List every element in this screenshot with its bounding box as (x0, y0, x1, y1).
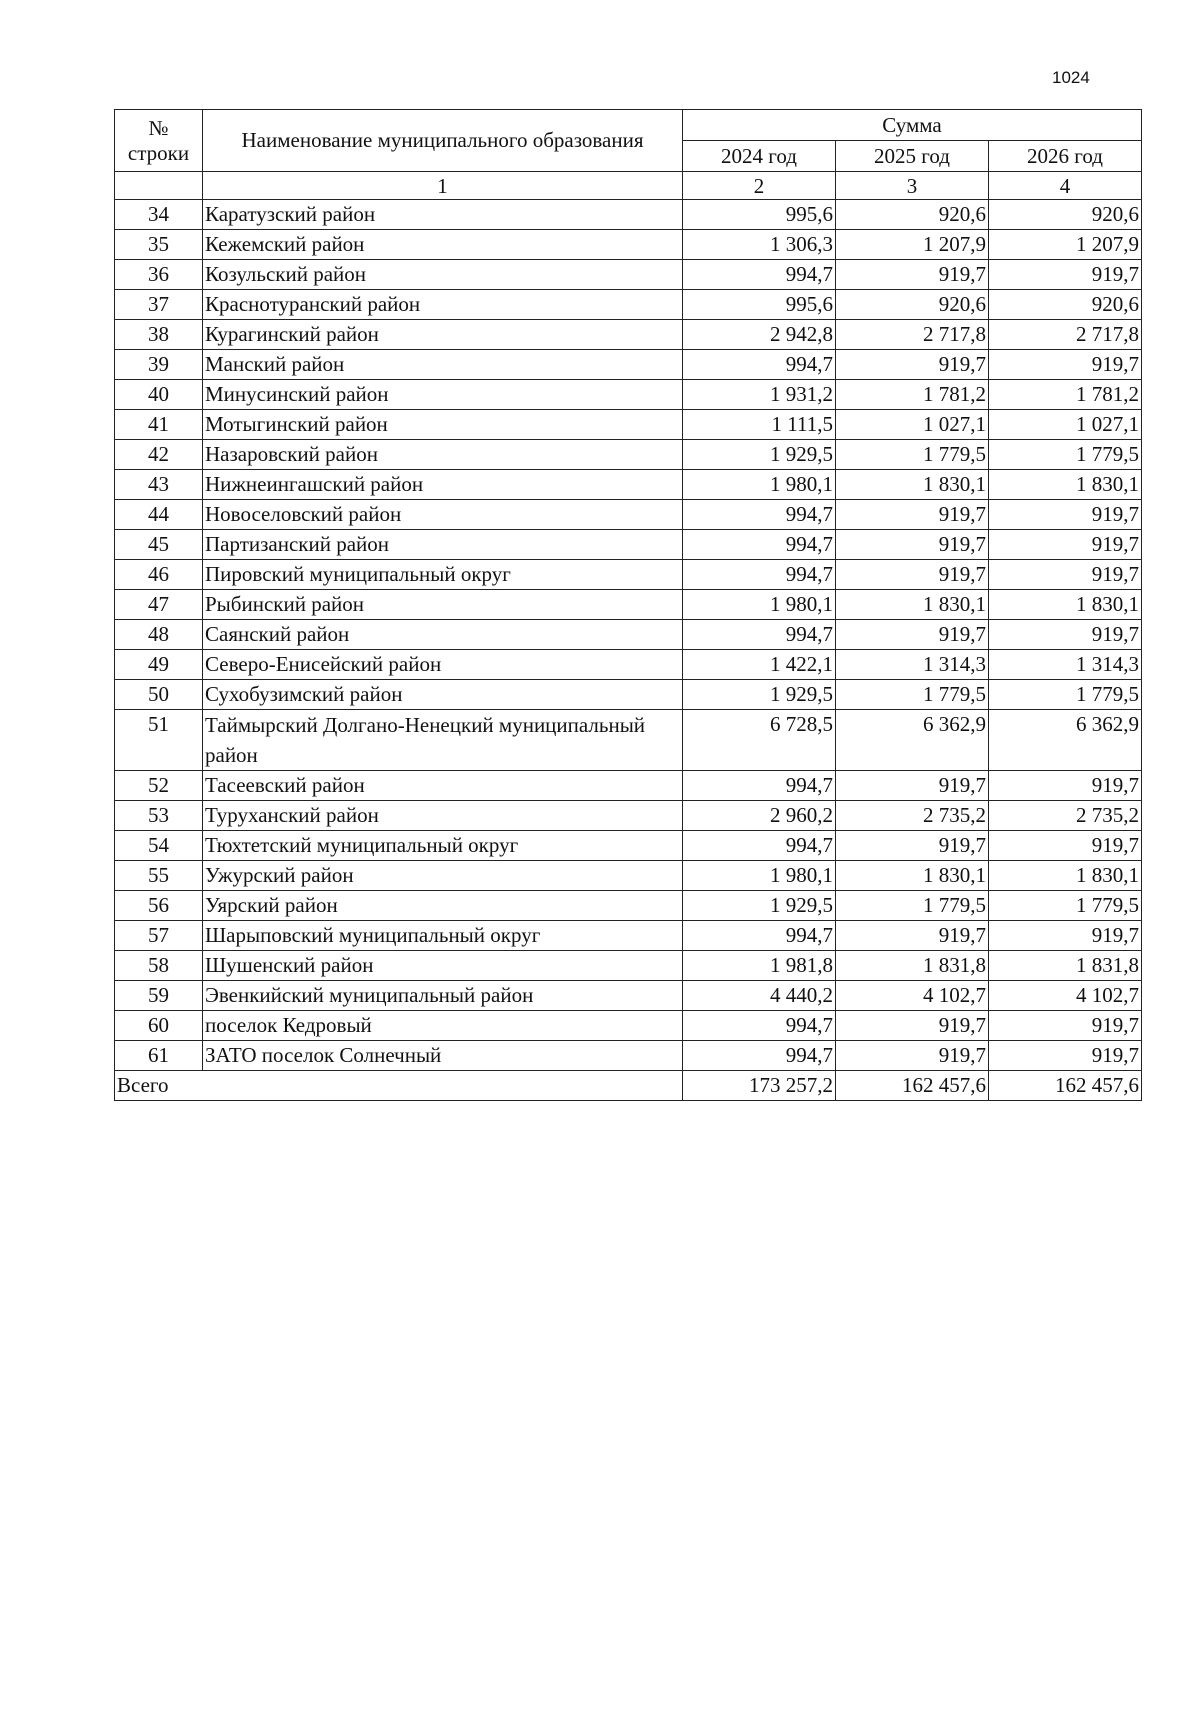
amount-2026: 4 102,7 (989, 981, 1142, 1011)
table-row (115, 230, 1142, 260)
amount-2024: 1 980,1 (683, 470, 836, 500)
row-number: 56 (115, 891, 203, 921)
row-number: 57 (115, 921, 203, 951)
municipality-name: Ужурский район (203, 861, 683, 891)
row-number: 38 (115, 320, 203, 350)
municipality-name: Козульский район (203, 260, 683, 290)
amount-2024: 995,6 (683, 200, 836, 230)
table-row (115, 1011, 1142, 1041)
row-number-header-line2: строки (127, 140, 190, 165)
amount-2026: 919,7 (989, 771, 1142, 801)
sum-header: Сумма (683, 110, 1142, 141)
municipality-name: Уярский район (203, 891, 683, 921)
amount-2026: 919,7 (989, 831, 1142, 861)
amount-2026: 919,7 (989, 500, 1142, 530)
municipality-name: Таймырский Долгано-Ненецкий муниципальный район (203, 710, 683, 771)
row-number: 41 (115, 410, 203, 440)
municipality-name: Минусинский район (203, 380, 683, 410)
header-row-1 (115, 110, 1142, 141)
row-number: 35 (115, 230, 203, 260)
amount-2026: 1 831,8 (989, 951, 1142, 981)
municipality-name: ЗАТО поселок Солнечный (203, 1041, 683, 1071)
municipality-name-header: Наименование муниципального образования (203, 110, 683, 172)
row-number: 49 (115, 650, 203, 680)
amount-2024: 994,7 (683, 620, 836, 650)
amount-2025: 1 779,5 (836, 680, 989, 710)
amount-2026: 919,7 (989, 921, 1142, 951)
municipality-name: Партизанский район (203, 530, 683, 560)
table-row (115, 771, 1142, 801)
amount-2024: 1 931,2 (683, 380, 836, 410)
amount-2025: 919,7 (836, 500, 989, 530)
year-header-2026: 2026 год (989, 141, 1142, 172)
table-row (115, 951, 1142, 981)
amount-2026: 1 779,5 (989, 440, 1142, 470)
amount-2024: 994,7 (683, 530, 836, 560)
amount-2024: 2 942,8 (683, 320, 836, 350)
amount-2026: 1 207,9 (989, 230, 1142, 260)
amount-2026: 919,7 (989, 1041, 1142, 1071)
amount-2026: 919,7 (989, 530, 1142, 560)
municipality-name: Кежемский район (203, 230, 683, 260)
column-number-blank (115, 172, 203, 200)
amount-2026: 1 779,5 (989, 891, 1142, 921)
amount-2024: 994,7 (683, 260, 836, 290)
table-row (115, 590, 1142, 620)
amount-2024: 1 422,1 (683, 650, 836, 680)
amount-2025: 1 781,2 (836, 380, 989, 410)
table-row (115, 500, 1142, 530)
amount-2025: 919,7 (836, 771, 989, 801)
amount-2025: 919,7 (836, 560, 989, 590)
amount-2025: 1 207,9 (836, 230, 989, 260)
table-row (115, 1041, 1142, 1071)
total-2026: 162 457,6 (989, 1071, 1142, 1101)
year-header-2025: 2025 год (836, 141, 989, 172)
amount-2025: 1 779,5 (836, 891, 989, 921)
amount-2024: 994,7 (683, 771, 836, 801)
amount-2025: 919,7 (836, 921, 989, 951)
amount-2025: 919,7 (836, 1011, 989, 1041)
row-number: 50 (115, 680, 203, 710)
table-row (115, 260, 1142, 290)
row-number: 61 (115, 1041, 203, 1071)
amount-2024: 2 960,2 (683, 801, 836, 831)
row-number: 40 (115, 380, 203, 410)
table-row (115, 320, 1142, 350)
amount-2026: 1 779,5 (989, 680, 1142, 710)
municipality-name: Шарыповский муниципальный округ (203, 921, 683, 951)
row-number: 34 (115, 200, 203, 230)
municipality-name: Мотыгинский район (203, 410, 683, 440)
amount-2026: 1 781,2 (989, 380, 1142, 410)
amount-2024: 1 981,8 (683, 951, 836, 981)
table-footer (115, 1071, 1142, 1101)
amount-2024: 995,6 (683, 290, 836, 320)
table-row (115, 801, 1142, 831)
table-row (115, 350, 1142, 380)
municipality-name: Курагинский район (203, 320, 683, 350)
amount-2026: 919,7 (989, 350, 1142, 380)
amount-2025: 919,7 (836, 831, 989, 861)
municipality-name: Назаровский район (203, 440, 683, 470)
column-number-row (115, 172, 1142, 200)
table-row (115, 831, 1142, 861)
amount-2025: 919,7 (836, 620, 989, 650)
row-number: 55 (115, 861, 203, 891)
amount-2025: 1 830,1 (836, 861, 989, 891)
row-number: 42 (115, 440, 203, 470)
municipality-name: Манский район (203, 350, 683, 380)
column-number: 1 (203, 172, 683, 200)
budget-table (114, 109, 1142, 1101)
amount-2024: 1 111,5 (683, 410, 836, 440)
amount-2025: 1 779,5 (836, 440, 989, 470)
total-2025: 162 457,6 (836, 1071, 989, 1101)
table-row (115, 560, 1142, 590)
municipality-name: Шушенский район (203, 951, 683, 981)
table-row (115, 891, 1142, 921)
amount-2025: 920,6 (836, 290, 989, 320)
row-number: 52 (115, 771, 203, 801)
municipality-name: Каратузский район (203, 200, 683, 230)
amount-2025: 919,7 (836, 350, 989, 380)
amount-2025: 1 831,8 (836, 951, 989, 981)
row-number: 51 (115, 710, 203, 771)
amount-2026: 1 314,3 (989, 650, 1142, 680)
row-number-header (115, 110, 203, 172)
amount-2025: 2 717,8 (836, 320, 989, 350)
amount-2024: 994,7 (683, 350, 836, 380)
total-label: Всего (115, 1071, 683, 1101)
municipality-name: Эвенкийский муниципальный район (203, 981, 683, 1011)
amount-2026: 919,7 (989, 560, 1142, 590)
municipality-name: Тасеевский район (203, 771, 683, 801)
municipality-name: Новоселовский район (203, 500, 683, 530)
row-number: 47 (115, 590, 203, 620)
amount-2024: 6 728,5 (683, 710, 836, 771)
column-number: 2 (683, 172, 836, 200)
row-number: 36 (115, 260, 203, 290)
table-row (115, 680, 1142, 710)
amount-2025: 4 102,7 (836, 981, 989, 1011)
amount-2026: 6 362,9 (989, 710, 1142, 771)
municipality-name: Северо-Енисейский район (203, 650, 683, 680)
column-number: 4 (989, 172, 1142, 200)
amount-2025: 1 830,1 (836, 470, 989, 500)
row-number: 53 (115, 801, 203, 831)
amount-2024: 1 929,5 (683, 680, 836, 710)
table-row (115, 620, 1142, 650)
row-number: 44 (115, 500, 203, 530)
amount-2025: 919,7 (836, 1041, 989, 1071)
amount-2026: 919,7 (989, 260, 1142, 290)
municipality-name: Нижнеингашский район (203, 470, 683, 500)
amount-2026: 919,7 (989, 620, 1142, 650)
column-number: 3 (836, 172, 989, 200)
amount-2025: 2 735,2 (836, 801, 989, 831)
table-row (115, 380, 1142, 410)
amount-2025: 6 362,9 (836, 710, 989, 771)
row-number: 46 (115, 560, 203, 590)
table-row (115, 200, 1142, 230)
amount-2026: 920,6 (989, 200, 1142, 230)
row-number: 45 (115, 530, 203, 560)
amount-2024: 994,7 (683, 500, 836, 530)
amount-2024: 1 980,1 (683, 590, 836, 620)
amount-2026: 1 830,1 (989, 861, 1142, 891)
table-body (115, 200, 1142, 1071)
page-number: 1024 (1052, 68, 1090, 87)
row-number-header-line1: № (148, 115, 169, 140)
amount-2024: 1 929,5 (683, 891, 836, 921)
amount-2024: 1 929,5 (683, 440, 836, 470)
amount-2026: 1 830,1 (989, 590, 1142, 620)
municipality-name: Тюхтетский муниципальный округ (203, 831, 683, 861)
municipality-name: Туруханский район (203, 801, 683, 831)
row-number: 60 (115, 1011, 203, 1041)
table-header (115, 110, 1142, 200)
municipality-name: Пировский муниципальный округ (203, 560, 683, 590)
municipality-name: Рыбинский район (203, 590, 683, 620)
amount-2025: 920,6 (836, 200, 989, 230)
table-row (115, 470, 1142, 500)
row-number: 58 (115, 951, 203, 981)
amount-2025: 919,7 (836, 530, 989, 560)
amount-2026: 2 717,8 (989, 320, 1142, 350)
table-row (115, 440, 1142, 470)
table-row (115, 921, 1142, 951)
total-2024: 173 257,2 (683, 1071, 836, 1101)
table-row (115, 650, 1142, 680)
amount-2024: 994,7 (683, 831, 836, 861)
municipality-name: Сухобузимский район (203, 680, 683, 710)
amount-2025: 1 027,1 (836, 410, 989, 440)
row-number: 37 (115, 290, 203, 320)
amount-2024: 1 980,1 (683, 861, 836, 891)
year-header-2024: 2024 год (683, 141, 836, 172)
amount-2026: 1 027,1 (989, 410, 1142, 440)
amount-2026: 920,6 (989, 290, 1142, 320)
amount-2025: 1 314,3 (836, 650, 989, 680)
amount-2024: 994,7 (683, 1011, 836, 1041)
amount-2025: 919,7 (836, 260, 989, 290)
row-number: 59 (115, 981, 203, 1011)
table-row (115, 290, 1142, 320)
municipality-name: поселок Кедровый (203, 1011, 683, 1041)
amount-2025: 1 830,1 (836, 590, 989, 620)
row-number: 48 (115, 620, 203, 650)
municipality-name: Саянский район (203, 620, 683, 650)
amount-2026: 2 735,2 (989, 801, 1142, 831)
row-number: 43 (115, 470, 203, 500)
municipality-name: Краснотуранский район (203, 290, 683, 320)
amount-2026: 1 830,1 (989, 470, 1142, 500)
amount-2024: 994,7 (683, 1041, 836, 1071)
table-row (115, 981, 1142, 1011)
table-row (115, 410, 1142, 440)
table-row (115, 530, 1142, 560)
row-number: 39 (115, 350, 203, 380)
amount-2026: 919,7 (989, 1011, 1142, 1041)
total-row (115, 1071, 1142, 1101)
row-number: 54 (115, 831, 203, 861)
amount-2024: 994,7 (683, 560, 836, 590)
amount-2024: 1 306,3 (683, 230, 836, 260)
table-row (115, 861, 1142, 891)
amount-2024: 4 440,2 (683, 981, 836, 1011)
table-row (115, 710, 1142, 771)
amount-2024: 994,7 (683, 921, 836, 951)
